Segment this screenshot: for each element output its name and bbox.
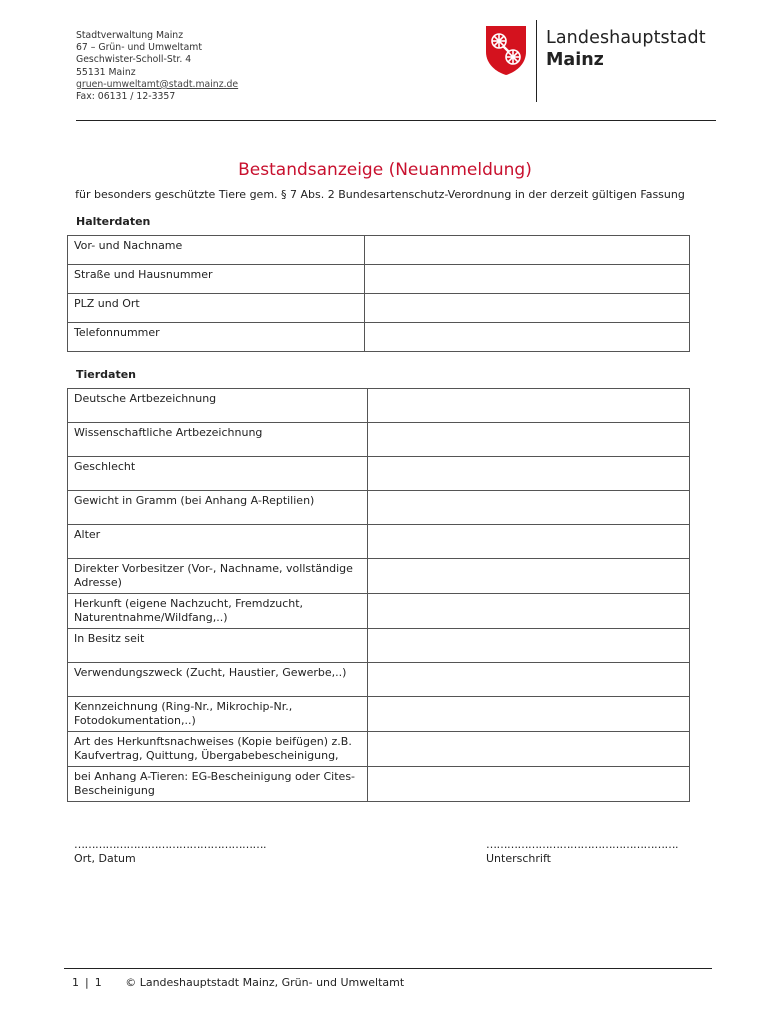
tier-origin-field[interactable] <box>368 594 690 629</box>
halter-phone-field[interactable] <box>365 323 690 352</box>
table-row <box>68 525 690 559</box>
sender-department: 67 – Grün- und Umweltamt <box>76 42 202 54</box>
table-row <box>68 236 690 265</box>
sender-email-link[interactable]: gruen-umweltamt@stadt.mainz.de <box>76 78 239 90</box>
logo-text-line1: Landeshauptstadt <box>546 28 706 48</box>
tier-label-age: Alter <box>68 525 368 559</box>
tier-label-marking: Kennzeichnung (Ring-Nr., Mikrochip-Nr., Fotodokumentation,..) <box>68 697 368 732</box>
halter-city-field[interactable] <box>365 294 690 323</box>
logo-text-line2: Mainz <box>546 50 604 70</box>
signature-label: Unterschrift <box>486 852 551 865</box>
place-date-line[interactable]: ………………………………………………. <box>74 838 266 851</box>
page-number: 1 <box>72 976 79 989</box>
tier-table <box>67 388 690 802</box>
table-row <box>68 663 690 697</box>
table-row <box>68 423 690 457</box>
page-total: 1 <box>94 976 102 989</box>
tier-label-sex: Geschlecht <box>68 457 368 491</box>
tier-label-previous-owner: Direkter Vorbesitzer (Vor-, Nachname, vollständige Adresse) <box>68 559 368 594</box>
table-row <box>68 732 690 767</box>
sender-org: Stadtverwaltung Mainz <box>76 30 184 41</box>
tier-purpose-field[interactable] <box>368 663 690 697</box>
tier-certificate-field[interactable] <box>368 767 690 802</box>
halter-label-phone: Telefonnummer <box>68 323 365 352</box>
tier-label-proof: Art des Herkunftsnachweises (Kopie beifügen) z.B. Kaufvertrag, Quittung, Übergabebescheinigung, <box>68 732 368 767</box>
page-footer <box>72 976 410 989</box>
halter-table <box>67 235 690 352</box>
tier-label-owned-since: In Besitz seit <box>68 629 368 663</box>
mainz-wheel-crest-icon <box>484 24 528 76</box>
table-row <box>68 294 690 323</box>
halter-label-city: PLZ und Ort <box>68 294 365 323</box>
sender-street: Geschwister-Scholl-Str. 4 <box>76 54 192 66</box>
table-row <box>68 767 690 802</box>
table-row <box>68 323 690 352</box>
tier-proof-field[interactable] <box>368 732 690 767</box>
tier-weight-field[interactable] <box>368 491 690 525</box>
tier-label-species-sci: Wissenschaftliche Artbezeichnung <box>68 423 368 457</box>
footer-rule <box>64 968 712 969</box>
tier-heading: Tierdaten <box>76 368 137 381</box>
sender-fax: Fax: 06131 / 12-3357 <box>76 91 176 103</box>
tier-label-weight: Gewicht in Gramm (bei Anhang A-Reptilien) <box>68 491 368 525</box>
sender-city: 55131 Mainz <box>76 66 136 78</box>
halter-street-field[interactable] <box>365 265 690 294</box>
tier-label-purpose: Verwendungszweck (Zucht, Haustier, Gewerbe,..) <box>68 663 368 697</box>
halter-name-field[interactable] <box>365 236 690 265</box>
tier-label-origin: Herkunft (eigene Nachzucht, Fremdzucht, Naturentnahme/Wildfang,..) <box>68 594 368 629</box>
header-rule <box>76 120 716 121</box>
place-date-label: Ort, Datum <box>74 852 136 865</box>
table-row <box>68 697 690 732</box>
document-subtitle: für besonders geschützte Tiere gem. § 7 Abs. 2 Bundesartenschutz-Verordnung in der derzeit gültigen Fassung <box>75 188 685 201</box>
tier-previous-owner-field[interactable] <box>368 559 690 594</box>
tier-species-de-field[interactable] <box>368 389 690 423</box>
table-row <box>68 491 690 525</box>
sender-address <box>76 30 238 103</box>
table-row <box>68 559 690 594</box>
halter-heading: Halterdaten <box>76 215 151 228</box>
table-row <box>68 629 690 663</box>
tier-label-certificate: bei Anhang A-Tieren: EG-Bescheinigung oder Cites-Bescheinigung <box>68 767 368 802</box>
tier-label-species-de: Deutsche Artbezeichnung <box>68 389 368 423</box>
tier-marking-field[interactable] <box>368 697 690 732</box>
table-row <box>68 594 690 629</box>
city-logo <box>484 24 714 104</box>
footer-copyright: © Landeshauptstadt Mainz, Grün- und Umweltamt <box>125 976 405 989</box>
logo-divider <box>536 20 537 102</box>
tier-sex-field[interactable] <box>368 457 690 491</box>
table-row <box>68 389 690 423</box>
tier-owned-since-field[interactable] <box>368 629 690 663</box>
halter-label-street: Straße und Hausnummer <box>68 265 365 294</box>
document-title: Bestandsanzeige (Neuanmeldung) <box>238 160 532 180</box>
tier-species-sci-field[interactable] <box>368 423 690 457</box>
table-row <box>68 265 690 294</box>
halter-label-name: Vor- und Nachname <box>68 236 365 265</box>
signature-line[interactable]: ………………………………………………. <box>486 838 678 851</box>
page-separator: | <box>85 976 89 989</box>
tier-age-field[interactable] <box>368 525 690 559</box>
table-row <box>68 457 690 491</box>
